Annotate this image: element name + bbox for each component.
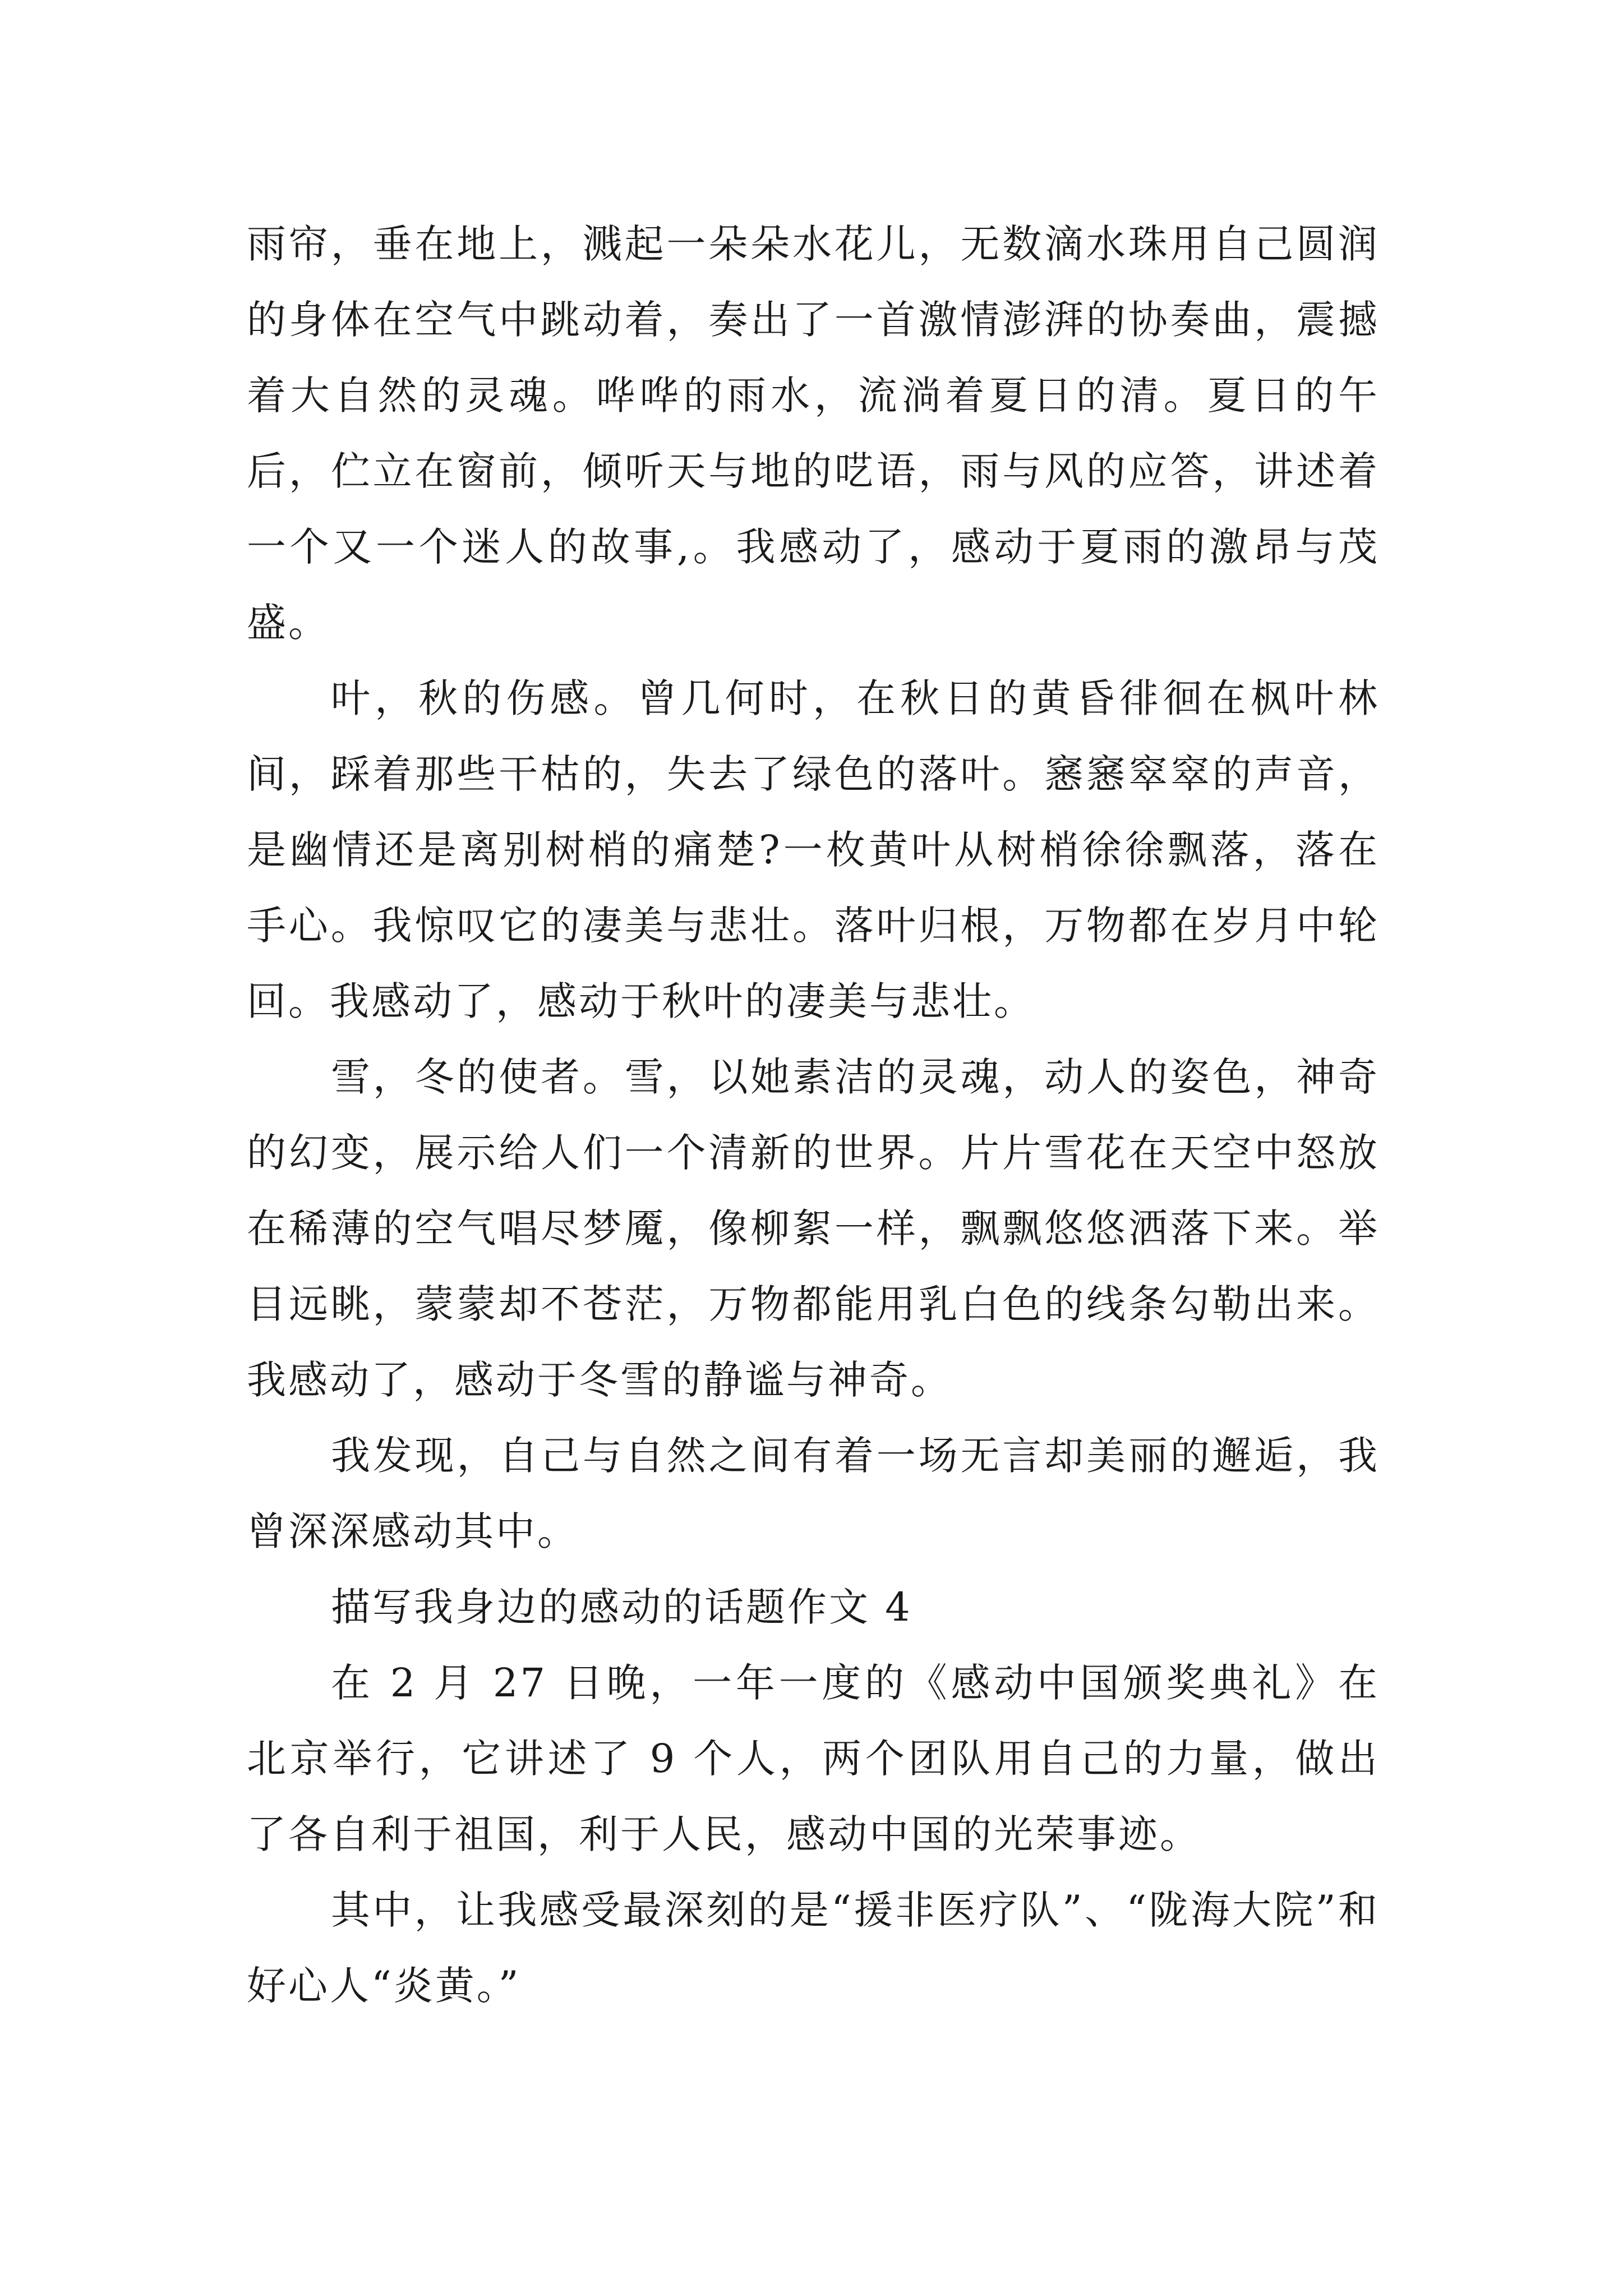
paragraph-ceremony: 在 2 月 27 日晚，一年一度的《感动中国颁奖典礼》在北京举行，它讲述了 9 个人，两个团队用自己的力量，做出了各自利于祖国，利于人民，感动中国的光荣事迹。 — [247, 1660, 1380, 1857]
paragraph-autumn-leaf: 叶，秋的伤感。曾几何时，在秋日的黄昏徘徊在枫叶林间，踩着那些干枯的，失去了绿色的落叶。窸窸窣窣的声音，是幽情还是离别树梢的痛楚?一枚黄叶从树梢徐徐飘落，落在手心。我惊叹它的凄美与悲壮。落叶归根，万物都在岁月中轮回。我感动了，感动于秋叶的凄美与悲壮。 — [247, 675, 1380, 1024]
paragraph-highlights: 其中，让我感受最深刻的是“援非医疗队”、“陇海大院”和好心人“炎黄。” — [247, 1887, 1380, 2009]
paragraph-summer-rain: 雨帘，垂在地上，溅起一朵朵水花儿，无数滴水珠用自己圆润的身体在空气中跳动着，奏出了一首激情澎湃的协奏曲，震撼着大自然的灵魂。哗哗的雨水，流淌着夏日的清。夏日的午后，伫立在窗前，倾听天与地的呓语，雨与风的应答，讲述着一个又一个迷人的故事,。我感动了，感动于夏雨的激昂与茂盛。 — [247, 221, 1380, 646]
essay-heading: 描写我身边的感动的话题作文 4 — [331, 1584, 912, 1630]
paragraph-conclusion: 我发现，自己与自然之间有着一场无言却美丽的邂逅，我曾深深感动其中。 — [247, 1433, 1380, 1554]
essay-body — [247, 206, 1380, 2024]
paragraph-winter-snow: 雪，冬的使者。雪，以她素洁的灵魂，动人的姿色，神奇的幻变，展示给人们一个清新的世界。片片雪花在天空中怒放在稀薄的空气唱尽梦魇，像柳絮一样，飘飘悠悠洒落下来。举目远眺，蒙蒙却不苍茫，万物都能用乳白色的线条勾勒出来。我感动了，感动于冬雪的静谧与神奇。 — [247, 1054, 1380, 1403]
